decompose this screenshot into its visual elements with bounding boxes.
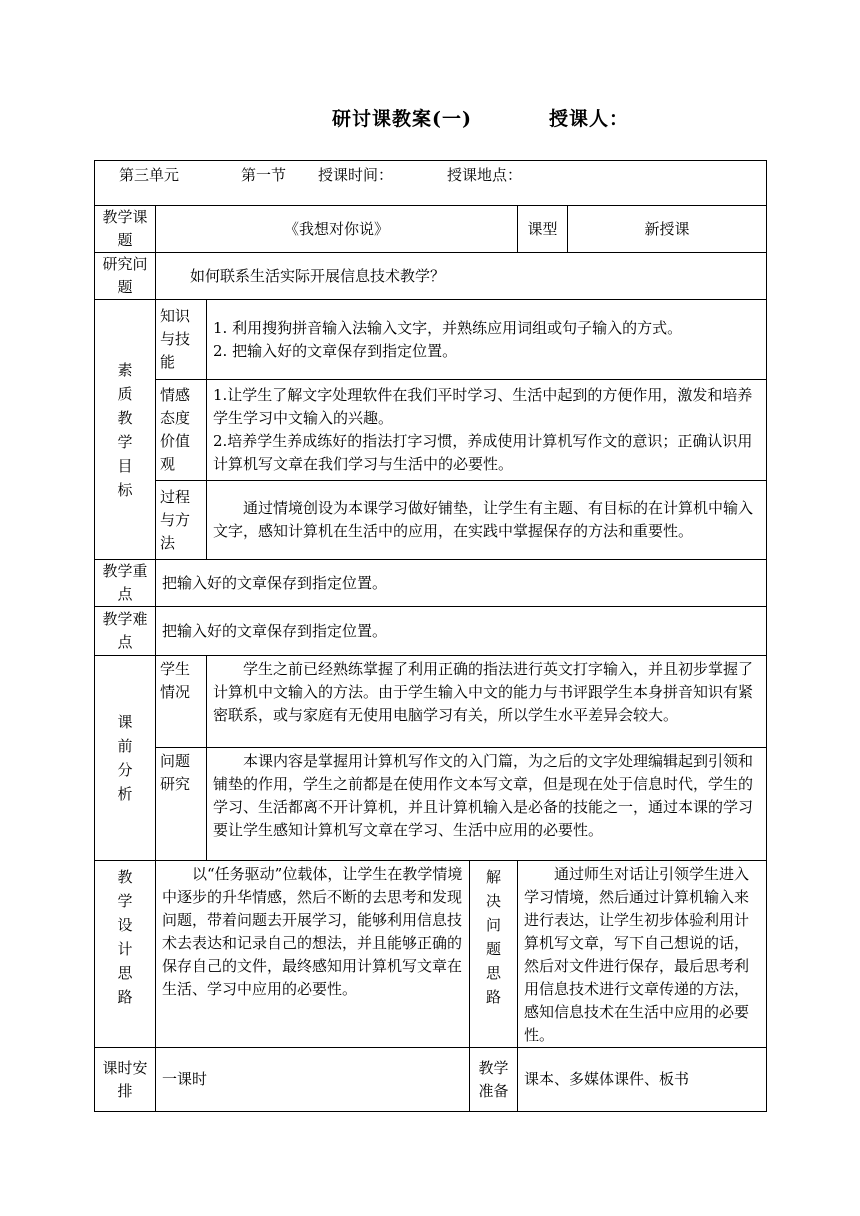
- schedule-value: 一课时: [156, 1048, 470, 1112]
- literacy-label: 素 质 教 学 目 标: [95, 300, 156, 560]
- info-cell: [95, 161, 767, 206]
- research-label: 研究问题: [95, 253, 156, 300]
- prep-label: 教学准备: [470, 1048, 518, 1112]
- type-value: 新授课: [568, 206, 767, 253]
- preanalysis-label: 课 前 分 析: [95, 656, 156, 861]
- place-label: 授课地点：: [447, 166, 523, 184]
- problem-row: [95, 748, 767, 861]
- student-label: 学生情况: [156, 656, 207, 748]
- design-row: [95, 861, 767, 1048]
- process-row: [95, 481, 767, 560]
- student-row: [95, 656, 767, 748]
- topic-value: 《我想对你说》: [156, 206, 518, 253]
- design-value: 以“任务驱动”位载体，让学生在教学情境中逐步的升华情感，然后不断的去思考和发现问题，带着问题去开展学习，能够利用信息技术去表达和记录自己的想法，并且能够正确的保存自己的文件，最终感知用计算机写文章在生活、学习中应用的必要性。: [156, 861, 470, 1048]
- student-value: 学生之前已经熟练掌握了利用正确的指法进行英文打字输入，并且初步掌握了计算机中文输入的方法。由于学生输入中文的能力与书评跟学生本身拼音知识有紧密联系，或与家庭有无使用电脑学习有关，所以学生水平差异会较大。: [207, 656, 767, 748]
- keypoint-label: 教学重点: [95, 560, 156, 607]
- schedule-label: 课时安排: [95, 1048, 156, 1112]
- teacher-label: 授课人：: [549, 108, 630, 130]
- difficulty-value: 把输入好的文章保存到指定位置。: [156, 607, 767, 656]
- knowledge-value: 1. 利用搜狗拼音输入法输入文字，并熟练应用词组或句子输入的方式。 2. 把输入好的文章保存到指定位置。: [207, 300, 767, 380]
- prep-value: 课本、多媒体课件、板书: [518, 1048, 767, 1112]
- keypoint-row: [95, 560, 767, 607]
- section-text: 第一节: [241, 166, 287, 184]
- document-header: [0, 104, 860, 138]
- process-value: 通过情境创设为本课学习做好铺垫，让学生有主题、有目标的在计算机中输入文字，感知计算机在生活中的应用，在实践中掌握保存的方法和重要性。: [207, 481, 767, 560]
- emotion-value: 1.让学生了解文字处理软件在我们平时学习、生活中起到的方便作用，激发和培养学生学习中文输入的兴趣。 2.培养学生养成练好的指法打字习惯，养成使用计算机写作文的意识；正确认识用计算机写文章在我们学习与生活中的必要性。: [207, 380, 767, 481]
- topic-label: 教学课题: [95, 206, 156, 253]
- research-value: 如何联系生活实际开展信息技术教学？: [156, 253, 767, 300]
- difficulty-label: 教学难点: [95, 607, 156, 656]
- solve-value: 通过师生对话让引领学生进入学习情境，然后通过计算机输入来进行表达，让学生初步体验利用计算机写文章，写下自己想说的话，然后对文件进行保存，最后思考利用信息技术进行文章传递的方法，感知信息技术在生活中应用的必要性。: [518, 861, 767, 1048]
- emotion-label: 情感态度价值观: [156, 380, 207, 481]
- schedule-row: [95, 1048, 767, 1112]
- research-row: [95, 253, 767, 300]
- solve-label: 解 决 问 题 思 路: [470, 861, 518, 1048]
- difficulty-row: [95, 607, 767, 656]
- knowledge-label: 知识与技能: [156, 300, 207, 380]
- unit-text: 第三单元: [119, 166, 180, 184]
- process-label: 过程与方法: [156, 481, 207, 560]
- lesson-plan-table: [94, 160, 767, 1112]
- type-label: 课型: [518, 206, 568, 253]
- problem-value: 本课内容是掌握用计算机写作文的入门篇，为之后的文字处理编辑起到引领和铺垫的作用，学生之前都是在使用作文本写文章，但是现在处于信息时代，学生的学习、生活都离不开计算机，并且计算机输入是必备的技能之一，通过本课的学习要让学生感知计算机写文章在学习、生活中应用的必要性。: [207, 748, 767, 861]
- info-row: [95, 161, 767, 206]
- page-title: 研讨课教案(一): [332, 108, 472, 130]
- problem-label: 问题研究: [156, 748, 207, 861]
- emotion-row: [95, 380, 767, 481]
- design-label: 教 学 设 计 思 路: [95, 861, 156, 1048]
- keypoint-value: 把输入好的文章保存到指定位置。: [156, 560, 767, 607]
- time-label: 授课时间：: [318, 166, 394, 184]
- topic-row: [95, 206, 767, 253]
- knowledge-row: [95, 300, 767, 380]
